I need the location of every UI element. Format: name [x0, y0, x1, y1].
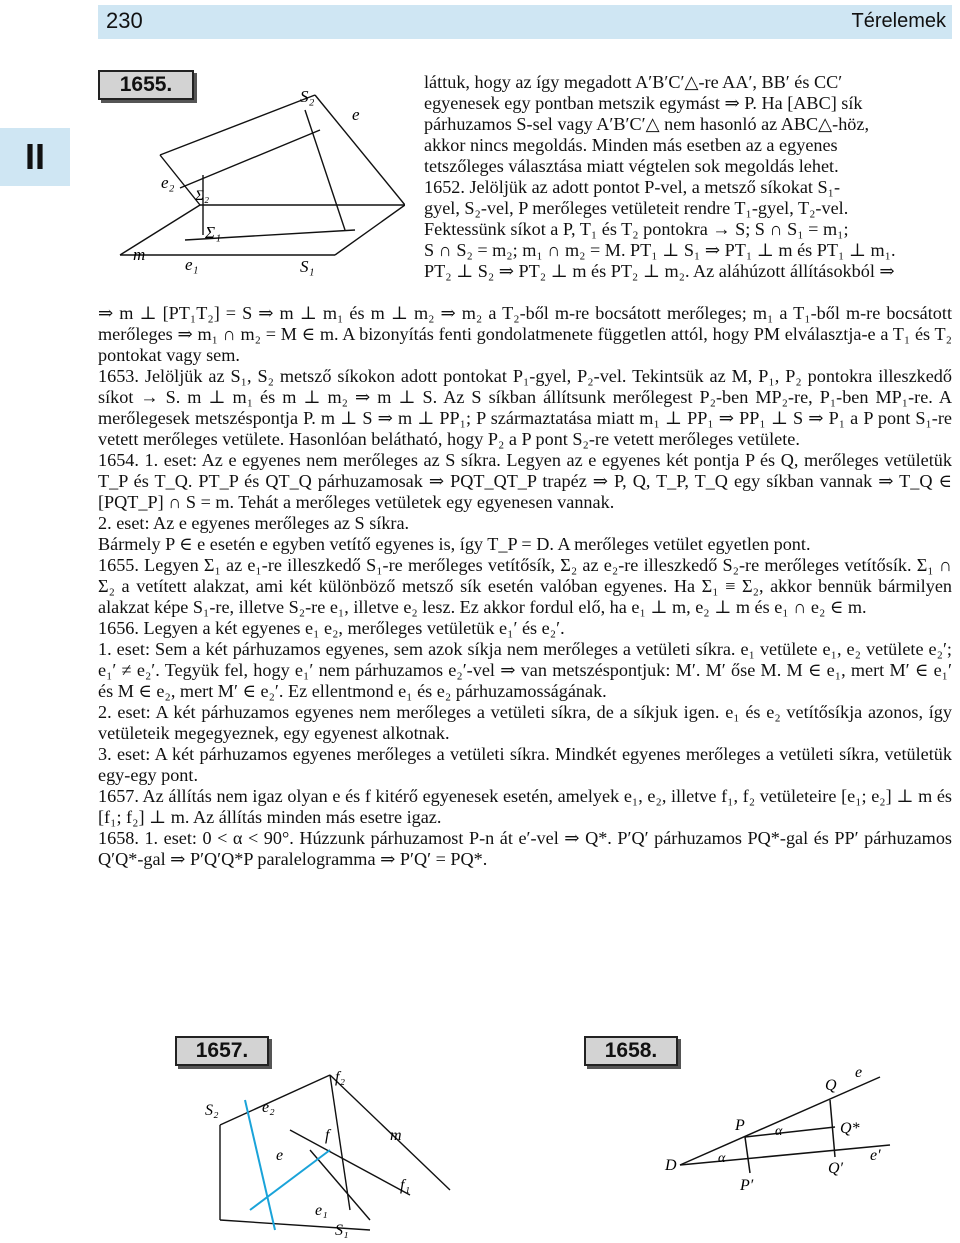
fig1658-label-Q: Q — [825, 1077, 837, 1094]
section-title: Térelemek — [851, 10, 946, 32]
fig1657-label-f2: f₂ — [335, 1070, 346, 1086]
plane-s2-top — [220, 1075, 330, 1125]
fig1655-label-e2: e₂ — [161, 173, 175, 192]
paragraph-1658: 1658. 1. eset: 0 < α < 90°. Húzzunk párhuzamost P-n át e′-vel ⇒ Q*. P′Q′ párhuzamos PQ*-gal és PP′ párhuzamos Q′Q*-gal ⇒ P′Q′Q*P paralelogramma ⇒ P′Q′ = PQ*. — [98, 828, 952, 869]
header-bar — [98, 5, 952, 39]
fig1658-label-P: P — [735, 1117, 745, 1134]
fig1658-label-Pprime: P′ — [740, 1177, 754, 1194]
fig1658-label-alpha1: α — [775, 1124, 783, 1139]
fig1655-label-e: e — [352, 105, 360, 124]
line-e-proj — [250, 1150, 330, 1210]
figure-1657 — [200, 1070, 460, 1240]
chapter-tab: II — [0, 128, 70, 186]
fig1657-label-e2: e₂ — [262, 1099, 275, 1116]
fig1655-label-sigma1: Σ₁ — [205, 223, 222, 242]
paragraph-1656: 1656. Legyen a két egyenes e₁ e₂, merőleges vetületük e₁′ és e₂′. — [98, 618, 565, 638]
side-line: S ∩ S₂ = m₂; m₁ ∩ m₂ = M. PT₁ ⊥ S₁ ⇒ PT₁ ⊥ m és PT₁ ⊥ m₁. — [424, 240, 896, 260]
side-text-column — [424, 72, 952, 282]
fig1658-label-eprime: e′ — [870, 1147, 881, 1164]
fig1658-label-alpha2: α — [718, 1151, 726, 1166]
figure-1655 — [105, 80, 405, 290]
fig1658-label-e: e — [855, 1065, 863, 1081]
line-e-prime — [680, 1145, 890, 1165]
fig1657-label-S1: S₁ — [335, 1222, 349, 1239]
paragraph: ⇒ m ⊥ [PT₁T₂] = S ⇒ m ⊥ m₁ és m ⊥ m₂ ⇒ m₂ a T₂-ből m-re bocsátott merőleges; m₁ a T₁-ből m-re bocsátott merőleges ⇒ m₁ ∩ m₂ = M ∈ m. A bizonyítás fenti gondolatmenete független attól, hogy PM elválasztja-e a T₁ és T₂ pontokat vagy sem. — [98, 303, 952, 365]
fig1658-label-Qstar: Q* — [840, 1120, 860, 1137]
fig1658-label-Qprime: Q′ — [828, 1160, 844, 1177]
paragraph-1656-case2: 2. eset: A két párhuzamos egyenes nem merőleges a vetületi síkra, de a síkjuk igen. e₁ és e₂ vetítősíkja azonos, így vetületeik megegyeznek, egy egyenest alkotnak. — [98, 702, 952, 743]
side-line: PT₂ ⊥ S₂ ⇒ PT₂ ⊥ m és PT₂ ⊥ m₂. Az aláhúzott állításokból ⇒ — [424, 261, 895, 281]
paragraph-1657: 1657. Az állítás nem igaz olyan e és f kitérő egyenesek esetén, amelyek e₁, e₂, illetve f₁, f₂ vetületeire [e₁; e₂] ⊥ m és [f₁; f₂] ⊥ m. Az állítás minden más esetre igaz. — [98, 786, 952, 827]
side-line: tetszőleges választása miatt végtelen sok megoldás lehet. — [424, 156, 839, 176]
segment-QQ-prime — [830, 1100, 835, 1157]
fig1657-label-e: e — [276, 1147, 284, 1164]
fig1657-label-m: m — [390, 1127, 402, 1144]
plane-s2-right-edge — [315, 95, 405, 205]
side-line: akkor nincs megoldás. Minden más esetben az a egyenes — [424, 135, 838, 155]
plane-s2-top-edge — [160, 95, 315, 155]
paragraph-1655: 1655. Legyen Σ₁ az e₁-re illeszkedő S₁-re merőleges vetítősík, Σ₂ az e₂-re illeszkedő S₂-re merőleges vetítősík. Σ₁ ∩ Σ₂ a vetített alakzat, ami két különböző metsző sík esetén valóban egyenes. Ha Σ₁ ≡ Σ₂, akkor bennük bármilyen alakzat képe S₁-re, illetve S₂-re e₁, illetve e₂ lesz. Ez akkor fordul elő, ha e₁ ⊥ m, e₂ ⊥ m és e₁ ∩ e₂ ∈ m. — [98, 555, 952, 617]
paragraph-1653: 1653. Jelöljük az S₁, S₂ metsző síkokon adott pontokat P₁-gyel, P₂-vel. Tekintsük az M, P₁, P₂ pontokra illeszkedő síkot → S. m ⊥ m₁ és m ⊥ m₂ ⇒ m ⊥ S. Az S síkban állítsunk merőlegest P₂-ben MP₂-re, P₁-ben MP₁-re. A merőlegesek metszéspontja P. m ⊥ S ⇒ m ⊥ PP₁; P származtatása miatt m₁ ⊥ PP₁ ⇒ PP₁ ⊥ S ⇒ P₁ a P pont S₁-re vetett merőleges vetülete. Hasonlóan belátható, hogy P₂ a P pont S₂-re vetett merőleges vetülete. — [98, 366, 952, 449]
line-f2 — [330, 1075, 350, 1210]
paragraph: Bármely P ∈ e esetén e egyben vetítő egyenes is, így T_P = D. A merőleges vetület egyetlen pont. — [98, 534, 811, 554]
fig1657-label-S2: S₂ — [205, 1102, 219, 1119]
side-line: párhuzamos S-sel vagy A′B′C′△ nem hasonló az ABC△-höz, — [424, 114, 870, 134]
figure-1658 — [650, 1065, 910, 1205]
fig1655-label-S2: S₂ — [300, 87, 315, 106]
paragraph-1656-case3: 3. eset: A két párhuzamos egyenes merőleges a vetületi síkra. Mindkét egyenes merőleges a vetületi síkra, vetületük egy-egy pont. — [98, 744, 952, 785]
side-line: gyel, S₂-vel, P merőleges vetületeit rendre T₁-gyel, T₂-vel. — [424, 198, 849, 218]
line-e — [305, 110, 345, 230]
label-1657: 1657. — [175, 1036, 269, 1066]
fig1655-label-S1: S₁ — [300, 257, 315, 276]
fig1655-label-m: m — [133, 245, 146, 264]
paragraph-1654-case2: 2. eset: Az e egyenes merőleges az S síkra. — [98, 513, 410, 533]
fig1657-label-e1: e₁ — [315, 1202, 328, 1219]
paragraph-1654: 1654. 1. eset: Az e egyenes nem merőleges az S síkra. Legyen az e egyenes két pontja P és Q, merőleges vetületük T_P és T_Q. PT_P és QT_Q párhuzamosak ⇒ PQT_QT_P trapéz ⇒ P, Q, T_P, T_Q egy síkban vannak ⇒ T_Q ∈ [PQT_P] ∩ S = m. Tehát a merőleges vetületek egy egyenesen vannak. — [98, 450, 952, 512]
fig1657-label-f1: f₁ — [400, 1177, 411, 1194]
fig1655-label-e1: e₁ — [185, 255, 199, 274]
label-1655: 1655. — [98, 70, 194, 100]
segment-PQstar — [745, 1127, 835, 1137]
line-e — [245, 1100, 275, 1230]
label-1658: 1658. — [584, 1036, 678, 1066]
fig1658-label-D: D — [665, 1157, 677, 1174]
fig1655-label-sigma2: Σ₂ — [195, 188, 210, 204]
plane-s1-left-edge — [120, 205, 200, 255]
side-line: egyenesek egy pontban metszik egymást ⇒ P. Ha [ABC] sík — [424, 93, 863, 113]
paragraph-1656-case1: 1. eset: Sem a két párhuzamos egyenes, sem azok síkja nem merőleges a vetületi síkra. e₁ vetülete e₁, e₂ vetülete e₂′; e₁′ ≠ e₂′. Tegyük fel, hogy e₁′ nem párhuzamos e₂′-vel ⇒ van metszéspontjuk: M′. M′ őse M. M ∈ e₁, mert M′ ∈ e₁′ és M ∈ e₂, mert M′ ∈ e₂′. Ez ellentmond e₁ és e₂ párhuzamosságának. — [98, 639, 952, 701]
side-line: 1652. Jelöljük az adott pontot P-vel, a metsző síkokat S₁- — [424, 177, 841, 197]
main-text-column — [98, 303, 952, 870]
page-number: 230 — [106, 8, 143, 33]
segment-PP-prime — [745, 1137, 750, 1173]
fig1657-label-f: f — [325, 1127, 330, 1144]
side-line: láttuk, hogy az így megadott A′B′C′△-re AA′, BB′ és CC′ — [424, 72, 843, 92]
side-line: Fektessünk síkot a P, T₁ és T₂ pontokra → S; S ∩ S₁ = m₁; — [424, 219, 849, 239]
